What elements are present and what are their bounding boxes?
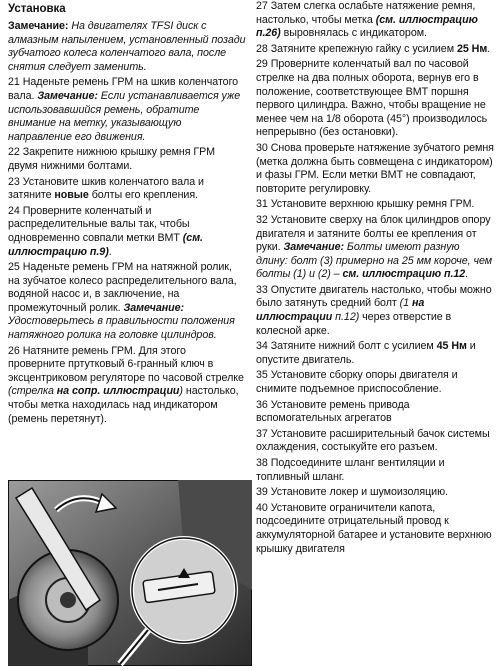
step-24-ref: (см. иллюстрацию xyxy=(8,231,203,258)
step-26-text: 26 Натяните ремень ГРМ. Для этого проверните пртутковый 6-гранный ключ в эксцентриковом регуляторе по часовой стрелке xyxy=(8,344,244,384)
step-28-end: . xyxy=(487,42,491,55)
step-39: 39 Установите локер и шумоизоляцию. xyxy=(256,486,448,499)
step-33-it1: (1 xyxy=(399,297,412,310)
step-34 xyxy=(256,340,494,367)
step-24 xyxy=(8,205,246,259)
step-29: 29 Проверните коленчатый вал по часовой стрелке на два полных оборота, вернув его в положение, соответствующее ВМТ поршня первого цилиндра. Важно, чтобы вращение не менее чем на 1/8 оборота (45°) производилось непрерывно (без остановки). xyxy=(256,58,488,139)
step-24-text: 24 Проверните коленчатый и распределительные валы так, чтобы одновременно совпали метки ВМТ xyxy=(8,204,190,244)
note-text: На двигателях TFSI диск с алмазным напылением, установленный позади зубчатого колеса коленчатого вала, после снятия следует заменить. xyxy=(8,20,246,73)
step-32-note-label: Замечание: xyxy=(283,241,345,254)
step-32-end: . xyxy=(465,268,469,281)
step-33-text-end: через отверстие в колесной арке. xyxy=(256,311,452,337)
step-25-note-label: Замечание: xyxy=(123,301,185,314)
step-32-note-text: Болты имеют разную длину: болт (3) примерно на 25 мм короче, чем болты (1) и (2) – xyxy=(256,241,492,281)
step-27-ref: (см. иллюстрацию xyxy=(375,13,478,26)
step-34-text: 34 Затяните нижний болт с усилием xyxy=(256,340,437,353)
step-24-ref-num: п.9) xyxy=(86,245,109,258)
step-26 xyxy=(8,345,246,427)
step-23-text-end: болты его крепления. xyxy=(88,189,198,202)
note-tfsi xyxy=(8,20,246,74)
step-27 xyxy=(256,0,494,41)
step-26-it1: (стрелка xyxy=(8,385,57,398)
step-28-torque: 25 Нм xyxy=(456,42,488,55)
step-32-text: 32 Установите сверху на блок цилиндров опору двигателя и затяните болты ее крепления от руки. xyxy=(256,213,491,254)
step-27-text-end: выровнялась с индикатором. xyxy=(280,27,427,40)
right-column xyxy=(256,0,494,558)
step-21-text: 21 Наденьте ремень ГРМ на шкив коленчатого вала. xyxy=(8,76,239,102)
step-27-ref-num: п.26) xyxy=(256,27,281,40)
step-25 xyxy=(8,261,246,343)
step-26-text-end: настолько, чтобы метка находилась над индикатором (ремень перетянут). xyxy=(8,385,239,425)
step-37: 37 Установите расширительный бачок системы охлаждения, состыкуйте его разъем. xyxy=(256,427,490,454)
step-38: 38 Подсоедините шланг вентиляции и топливный шланг. xyxy=(256,457,445,483)
step-33-text: 33 Опустите двигатель настолько, чтобы можно было затянуть средний болт xyxy=(256,283,492,310)
step-21-note-label: Замечание: xyxy=(37,89,98,102)
step-33-ref: на иллюстрации xyxy=(256,297,425,324)
section-heading: Установка xyxy=(8,3,66,15)
step-36: 36 Установите ремень привода вспомогательных агрегатов xyxy=(256,398,410,425)
belt-tension-photo xyxy=(8,480,252,666)
step-34-text-end: и опустите двигатель. xyxy=(256,340,476,366)
step-31: 31 Установите верхнюю крышку ремня ГРМ. xyxy=(256,198,475,211)
step-33 xyxy=(256,284,494,338)
left-column xyxy=(8,0,246,428)
step-32-ref-num: п.12 xyxy=(441,268,466,281)
step-25-text: 25 Наденьте ремень ГРМ на натяжной ролик, на зубчатое колесо распределительного вала, водяной насос и, в заключение, на промежуточный ролик. xyxy=(8,261,237,314)
step-40: 40 Установите ограничители капота, подсоедините отрицательный провод к аккумуляторной батарее и установите верхнюю крышку двигателя xyxy=(256,501,492,555)
step-23-bold: новые xyxy=(54,189,89,202)
step-21-note-text: Если устанавливается уже использовавшийся ремень, обратите внимание на метку, указывающую направление его движения. xyxy=(8,89,241,143)
note-label: Замечание: xyxy=(8,20,69,32)
step-26-ref: на сопр. иллюстрации xyxy=(56,385,180,398)
step-35: 35 Установите сборку опоры двигателя и снимите подъемное приспособление. xyxy=(256,369,458,396)
step-30: 30 Снова проверьте натяжение зубчатого ремня (метка должна быть совмещена с индикатором) и фазы ГРМ. Если метки ВМТ не совпадают, повторите регулировку. xyxy=(256,141,494,195)
step-23 xyxy=(8,176,246,203)
step-24-end: . xyxy=(108,245,112,258)
engine-photo-illustration xyxy=(8,480,252,666)
step-28-text: 28 Затяните крепежную гайку с усилием xyxy=(256,42,457,55)
step-32 xyxy=(256,214,494,282)
step-22: 22 Закрепите нижнюю крышку ремня ГРМ двумя нижними болтами. xyxy=(8,146,215,172)
step-26-it2: ) xyxy=(179,385,183,398)
step-28 xyxy=(256,43,494,57)
step-27-text: 27 Затем слегка ослабьте натяжение ремня, настолько, чтобы метка xyxy=(256,0,476,26)
step-34-torque: 45 Нм xyxy=(436,340,467,353)
step-25-note-text: Удостоверьтесь в правильности положения натяжного ролика на головке цилиндров. xyxy=(8,315,235,342)
step-32-ref: см. иллюстрацию xyxy=(342,268,442,281)
step-23-text: 23 Установите шкив коленчатого вала и затяните xyxy=(8,175,204,202)
step-21 xyxy=(8,76,246,144)
step-33-it2: п.12) xyxy=(332,311,360,324)
